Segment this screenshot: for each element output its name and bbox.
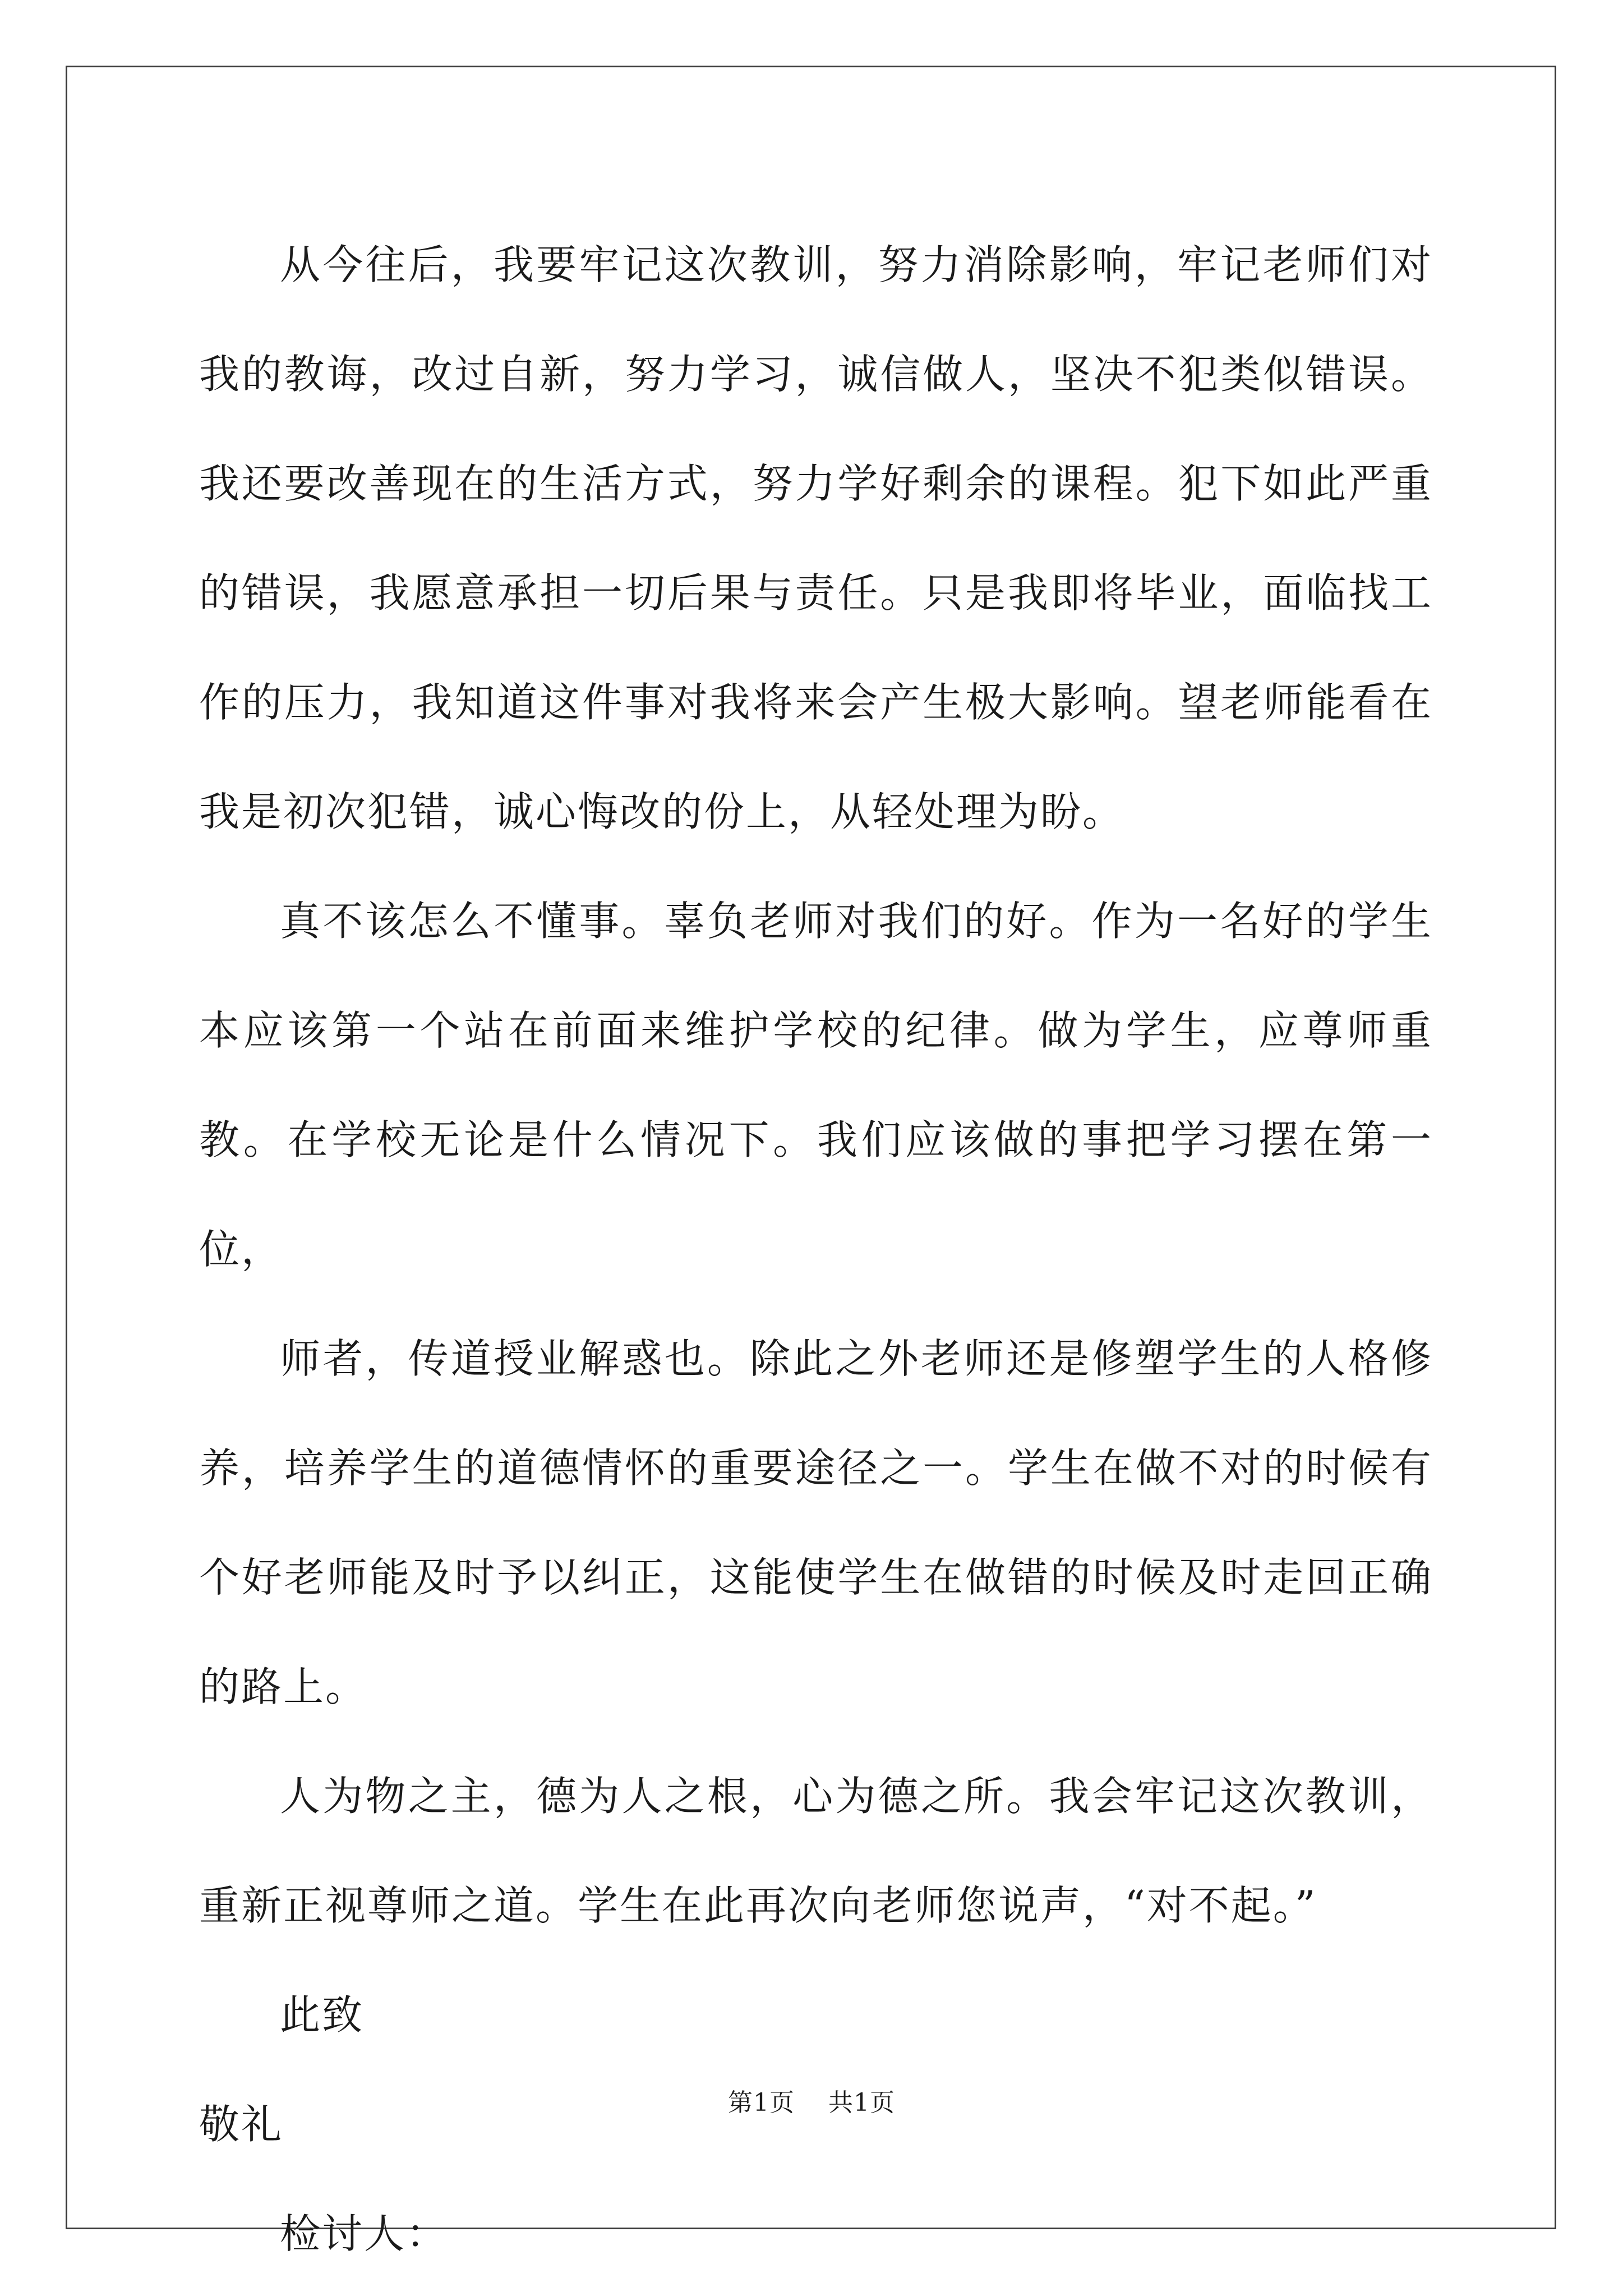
signature-label: 检讨人： [280, 2210, 449, 2257]
paragraph-3: 师者，传道授业解惑也。除此之外老师还是修塑学生的人格修养，培养学生的道德情怀的重要途径之一。学生在做不对的时候有个好老师能及时予以纠正，这能使学生在做错的时候及时走回正确的路上。 [199, 1335, 1433, 1710]
paragraph-4: 人为物之主，德为人之根，心为德之所。我会牢记这次教训，重新正视尊师之道。学生在此再次向老师您说声，“对不起。” [199, 1773, 1433, 1929]
paragraph-1: 从今往后，我要牢记这次教训，努力消除影响，牢记老师们对我的教诲，改过自新，努力学习，诚信做人，坚决不犯类似错误。我还要改善现在的生活方式，努力学好剩余的课程。犯下如此严重的错误，我愿意承担一切后果与责任。只是我即将毕业，面临找工作的压力，我知道这件事对我将来会产生极大影响。望老师能看在我是初次犯错，诚心悔改的份上，从轻处理为盼。 [199, 241, 1433, 835]
page-number-current: 第1页 [728, 2088, 795, 2117]
closing-line: 此致 [280, 1991, 365, 2039]
salutation-line: 敬礼 [199, 2101, 284, 2148]
paragraph-2: 真不该怎么不懂事。辜负老师对我们的好。作为一名好的学生本应该第一个站在前面来维护学校的纪律。做为学生，应尊师重教。在学校无论是什么情况下。我们应该做的事把学习摆在第一位， [199, 898, 1433, 1273]
page-footer [0, 2082, 1623, 2118]
document-body [199, 210, 1433, 2289]
page-number-total: 共1页 [828, 2088, 895, 2117]
